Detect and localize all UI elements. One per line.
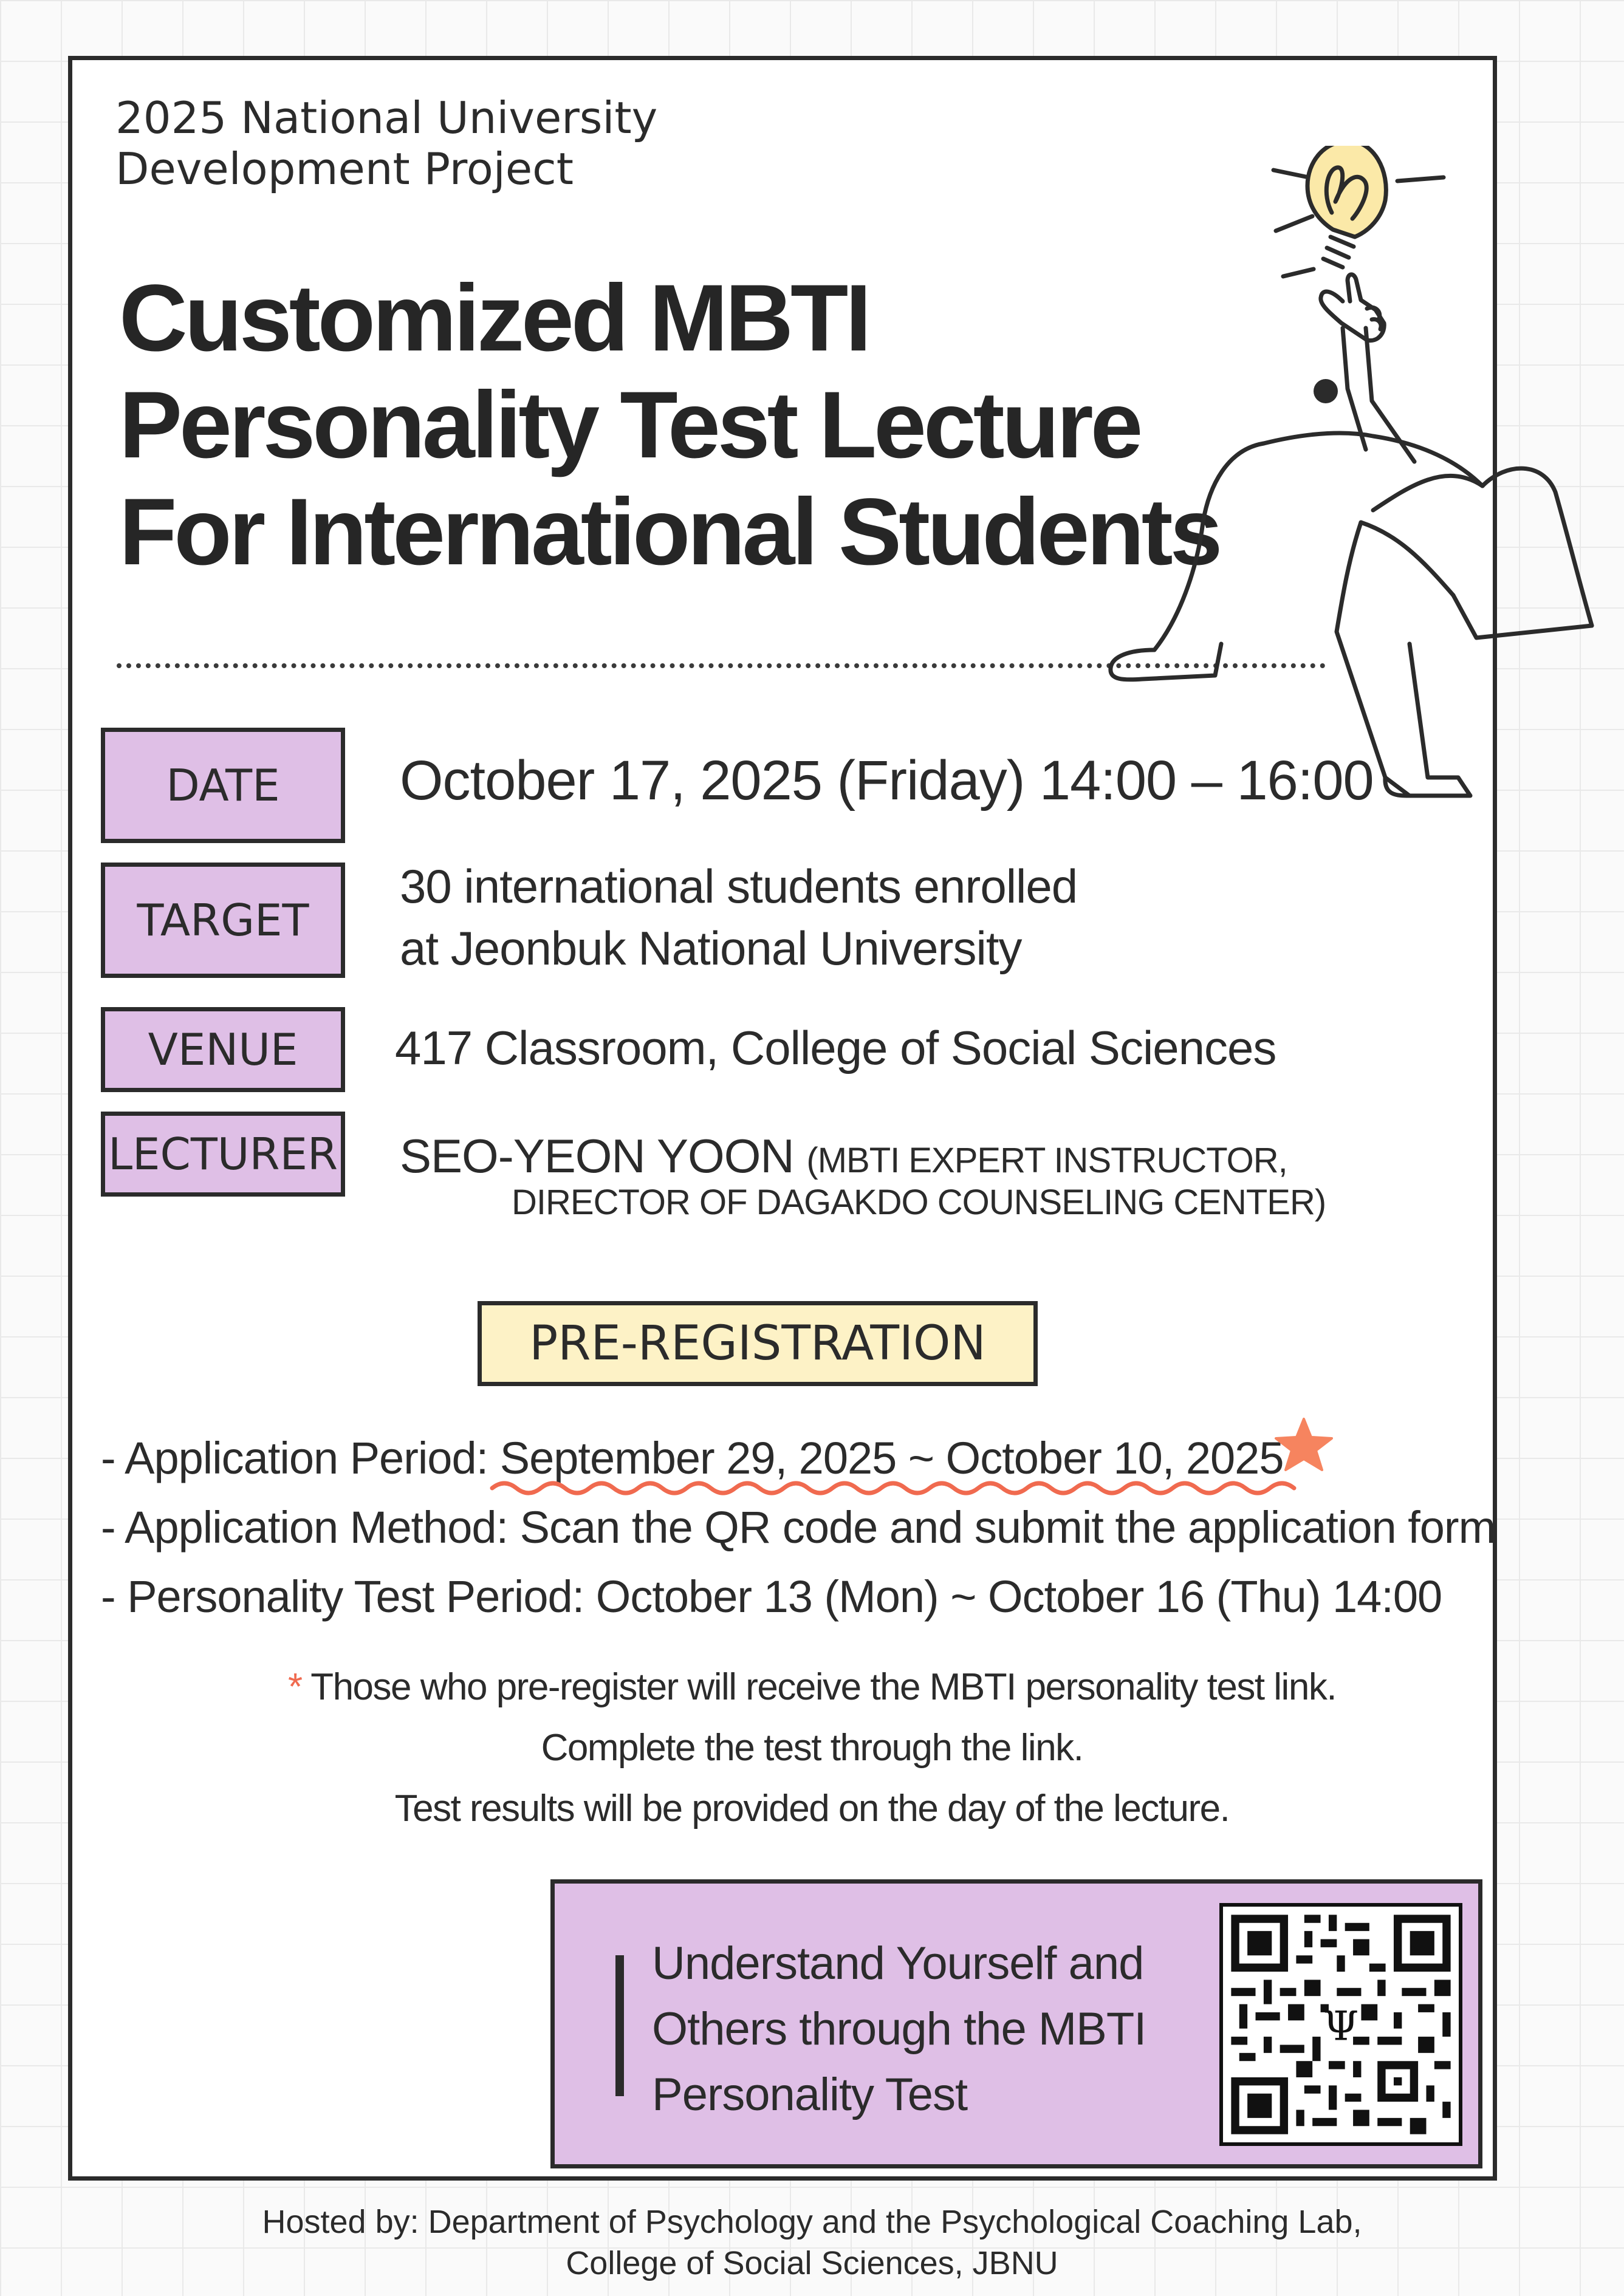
footer-line-2: College of Social Sciences, JBNU: [566, 2245, 1058, 2281]
lecturer-label: LECTURER: [101, 1112, 345, 1197]
lecturer-name: SEO-YEON YOON: [400, 1129, 794, 1183]
title-line-2: Personality Test Lecture: [119, 372, 1140, 478]
date-value: October 17, 2025 (Friday) 14:00 – 16:00: [400, 750, 1374, 811]
date-label: DATE: [101, 728, 345, 843]
target-line-2: at Jeonbuk National University: [400, 921, 1022, 975]
footer-line-1: Hosted by: Department of Psychology and the Psychological Coaching Lab,: [262, 2204, 1362, 2240]
pre-registration-heading: PRE-REGISTRATION: [478, 1301, 1038, 1386]
star-icon: [1273, 1416, 1334, 1471]
wavy-underline: [490, 1476, 1298, 1500]
list-item: - Application Method: Scan the QR code and submit the application form: [101, 1502, 1496, 1553]
promo-accent-bar: [615, 1955, 624, 2096]
venue-value: 417 Classroom, College of Social Sciences: [395, 1021, 1276, 1075]
list-item: - Personality Test Period: October 13 (Mon) ~ October 16 (Thu) 14:00: [101, 1571, 1442, 1622]
lecturer-role-2: DIRECTOR OF DAGAKDO COUNSELING CENTER): [512, 1183, 1326, 1222]
qr-code[interactable]: [1219, 1903, 1462, 2146]
svg-text:Ψ: Ψ: [1323, 2002, 1359, 2050]
application-period-value: September 29, 2025 ~ October 10, 2025: [499, 1433, 1284, 1483]
notes: [0, 1657, 1624, 1839]
lecturer-role-1: (MBTI EXPERT INSTRUCTOR,: [806, 1141, 1287, 1180]
list-item: - Application Period: September 29, 2025 ~ October 10, 2025: [101, 1433, 1284, 1483]
target-label: TARGET: [101, 863, 345, 978]
venue-label: VENUE: [101, 1007, 345, 1092]
project-line-2: Development Project: [115, 143, 574, 194]
promo-text: Understand Yourself and Others through the MBTI Personality Test: [652, 1938, 1146, 2120]
title-line-1: Customized MBTI: [119, 265, 869, 371]
title-line-3: For International Students: [119, 479, 1220, 585]
footer: [0, 2201, 1624, 2284]
note-line-2: Complete the test through the link.: [541, 1727, 1083, 1769]
promo-box: [550, 1879, 1482, 2168]
project-label: [115, 92, 657, 194]
note-line-3: Test results will be provided on the day of the lecture.: [394, 1788, 1230, 1830]
project-line-1: 2025 National University: [115, 92, 658, 143]
target-line-1: 30 international students enrolled: [400, 859, 1078, 913]
target-value: [400, 855, 1077, 979]
note-line-1: * Those who pre-register will receive the MBTI personality test link.: [287, 1666, 1337, 1708]
page-title: [119, 265, 1219, 586]
